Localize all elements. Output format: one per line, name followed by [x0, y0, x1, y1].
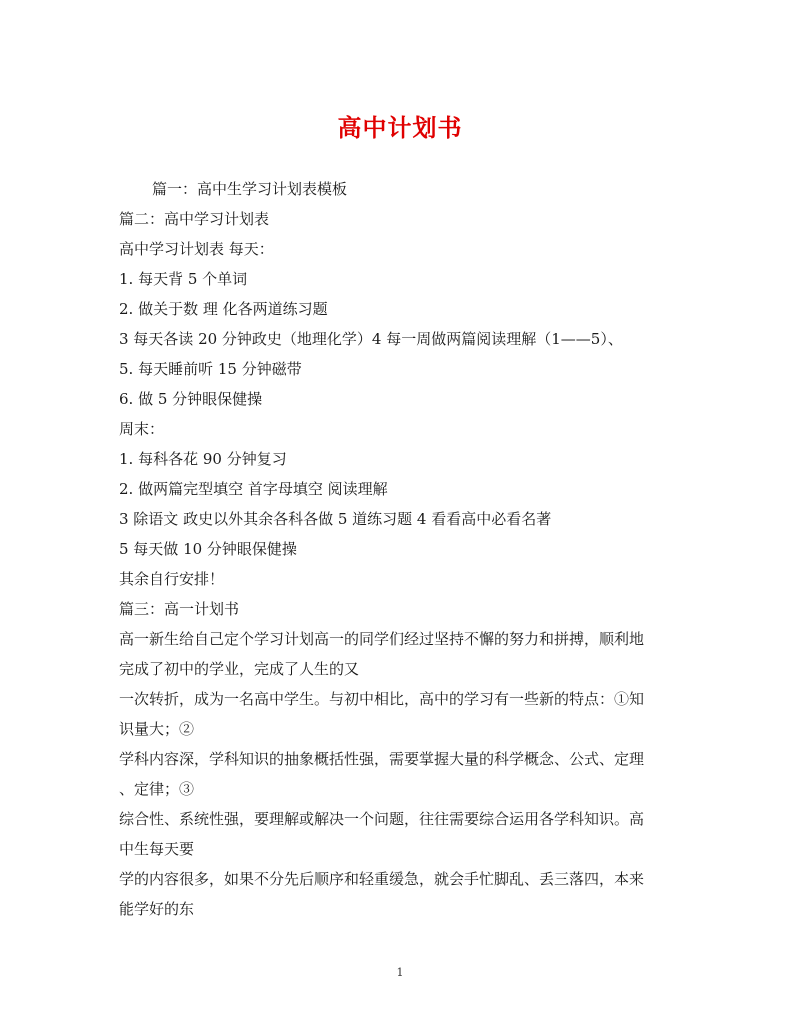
paragraph-line: 完成了初中的学业，完成了人生的又: [119, 660, 360, 678]
paragraph-line: 高中学习计划表 每天：: [119, 240, 274, 258]
paragraph-line: 篇二：高中学习计划表: [119, 210, 270, 228]
paragraph-line: 2. 做两篇完型填空 首字母填空 阅读理解: [119, 480, 388, 498]
paragraph-line: 、定律；③: [119, 780, 195, 798]
paragraph-line: 1. 每天背 5 个单词: [119, 270, 248, 288]
paragraph-line: 高一新生给自己定个学习计划高一的同学们经过坚持不懈的努力和拼搏，顺利地: [119, 630, 645, 648]
paragraph-line: 3 除语文 政史以外其余各科各做 5 道练习题 4 看看高中必看名著: [119, 510, 552, 528]
page-title: 高中计划书: [337, 113, 463, 142]
page-number: 1: [396, 966, 404, 979]
paragraph-line: 篇三：高一计划书: [119, 600, 240, 618]
paragraph-line: 1. 每科各花 90 分钟复习: [119, 450, 287, 468]
paragraph-line: 学科内容深，学科知识的抽象概括性强，需要掌握大量的科学概念、公式、定理: [119, 750, 645, 768]
paragraph-line: 篇一：高中生学习计划表模板: [152, 180, 348, 198]
paragraph-line: 一次转折，成为一名高中学生。与初中相比，高中的学习有一些新的特点：①知: [119, 690, 645, 708]
paragraph-line: 综合性、系统性强，要理解或解决一个问题，往往需要综合运用各学科知识。高: [119, 810, 645, 828]
paragraph-line: 能学好的东: [119, 900, 195, 918]
paragraph-line: 其余自行安排！: [119, 570, 225, 588]
paragraph-line: 识量大；②: [119, 720, 195, 738]
paragraph-line: 3 每天各读 20 分钟政史（地理化学）4 每一周做两篇阅读理解（1——5）、: [119, 330, 623, 348]
document-body: [119, 174, 679, 924]
paragraph-line: 学的内容很多，如果不分先后顺序和轻重缓急，就会手忙脚乱、丢三落四，本来: [119, 870, 645, 888]
paragraph-line: 2. 做关于数 理 化各两道练习题: [119, 300, 328, 318]
paragraph-line: 中生每天要: [119, 840, 195, 858]
paragraph-line: 6. 做 5 分钟眼保健操: [119, 390, 263, 408]
paragraph-line: 5. 每天睡前听 15 分钟磁带: [119, 360, 302, 378]
paragraph-line: 周末：: [119, 420, 165, 438]
paragraph-line: 5 每天做 10 分钟眼保健操: [119, 540, 297, 558]
